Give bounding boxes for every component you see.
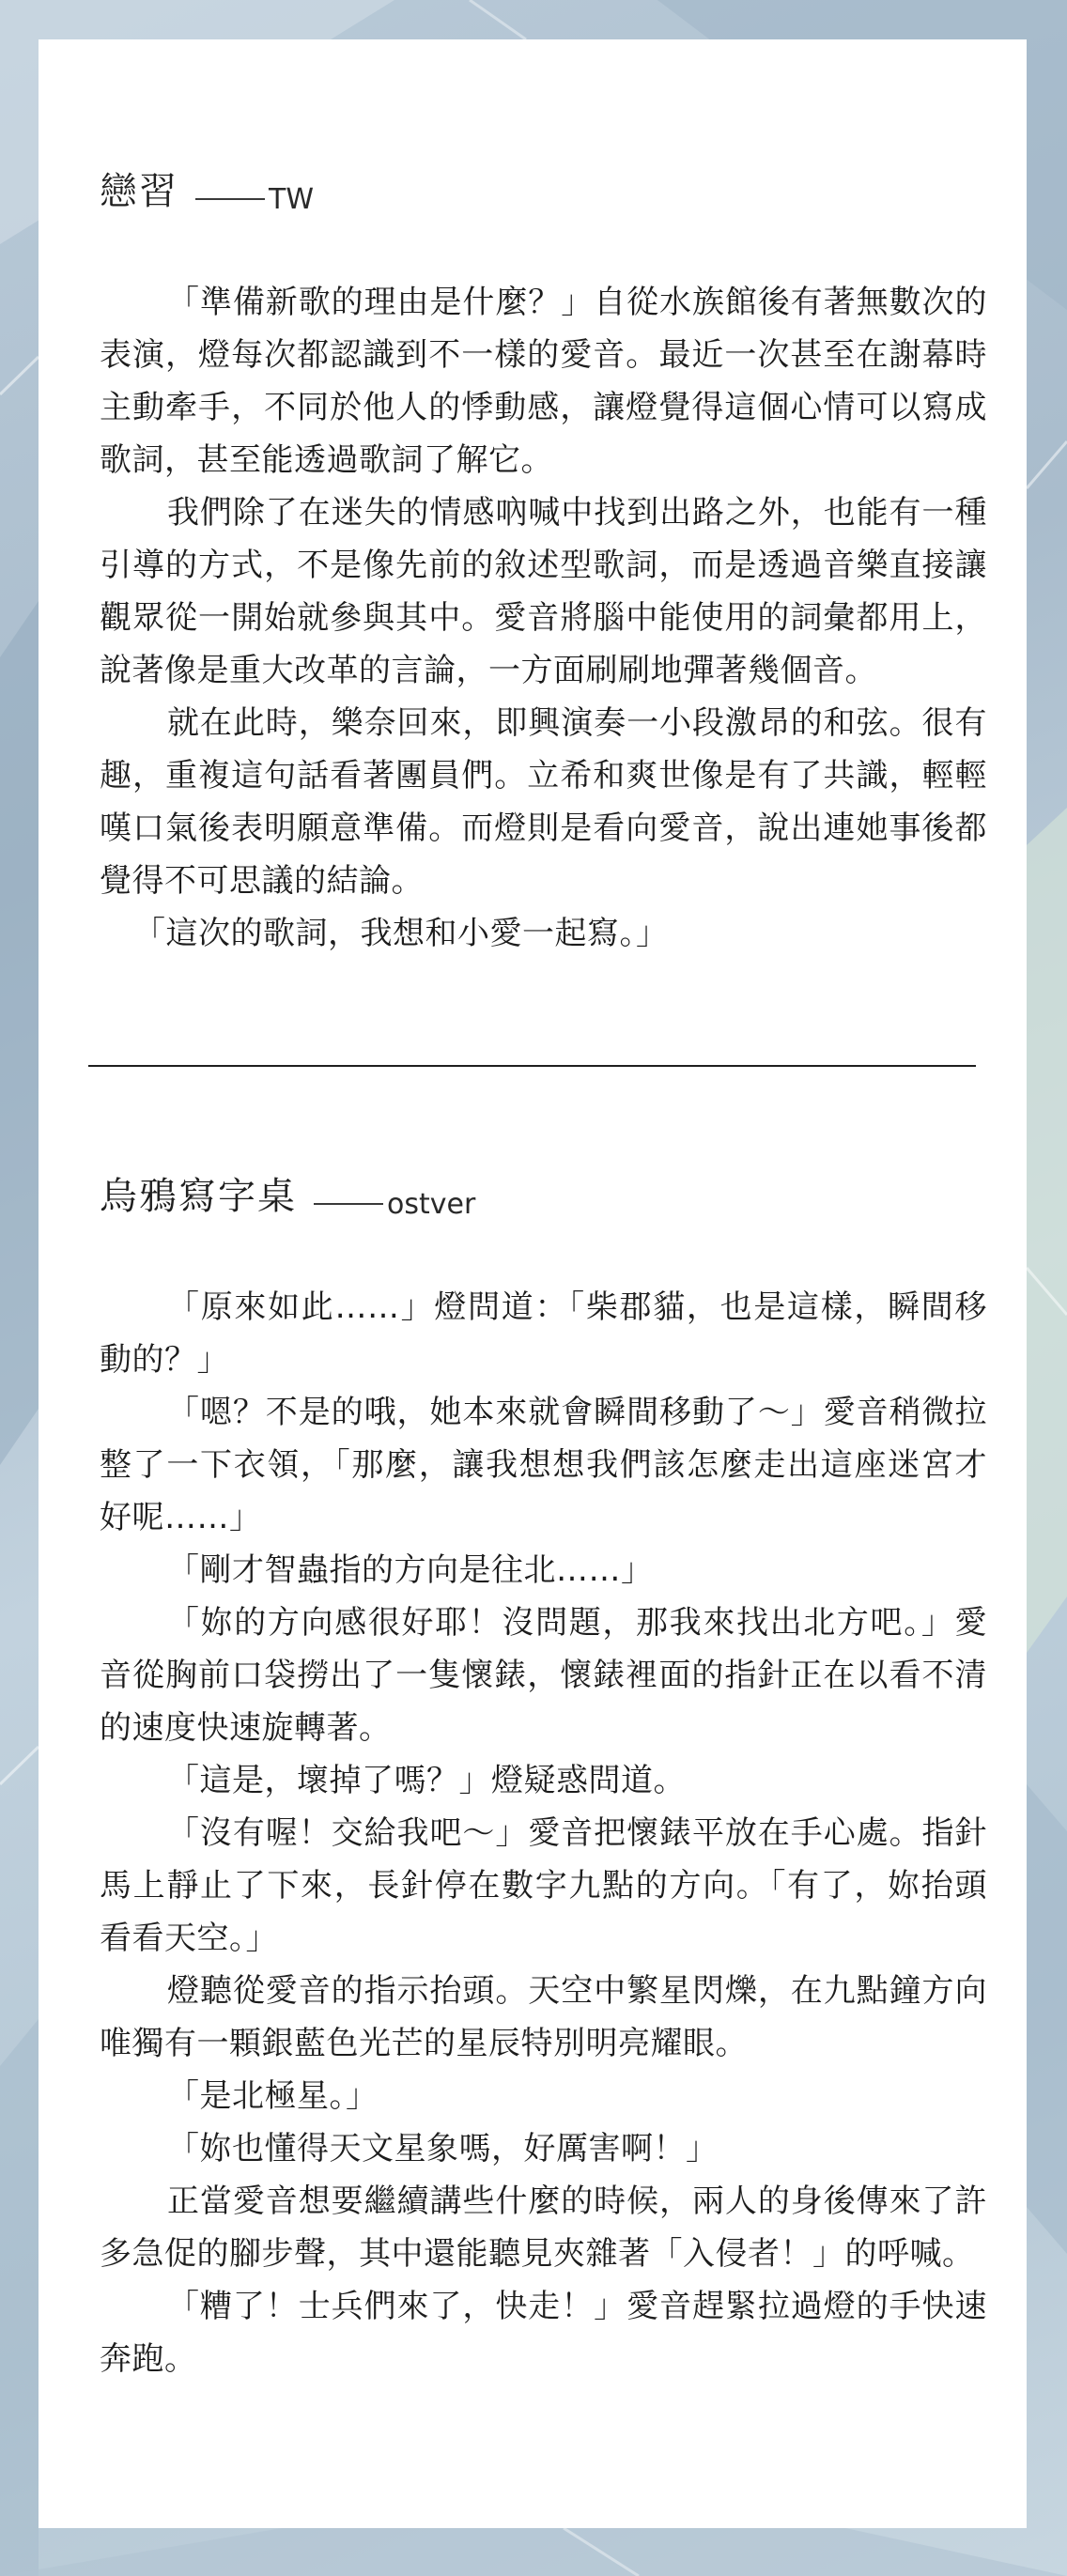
story-1-author: TW	[269, 182, 314, 216]
story-2-title: 烏鴉寫字桌	[100, 1175, 297, 1218]
story-1-paragraph: 我們除了在迷失的情感吶喊中找到出路之外，也能有一種引導的方式，不是像先前的敘述型歌詞，而是透過音樂直接讓觀眾從一開始就參與其中。愛音將腦中能使用的詞彙都用上，說著像是重大改革的言論，一方面刷刷地彈著幾個音。	[100, 493, 987, 689]
story-2-paragraph: 「妳的方向感很好耶！沒問題，那我來找出北方吧。」愛音從胸前口袋撈出了一隻懷錶，懷錶裡面的指針正在以看不清的速度快速旋轉著。	[100, 1603, 987, 1747]
story-1-author-credit	[195, 183, 314, 216]
story-2-author-credit	[314, 1188, 475, 1221]
story-1-header	[100, 162, 987, 220]
story-2-paragraph: 「剛才智蟲指的方向是往北……」	[167, 1550, 654, 1589]
story-2-paragraph: 「嗯？不是的哦，她本來就會瞬間移動了～」愛音稍微拉整了一下衣領，「那麼，讓我想想我們該怎麼走出這座迷宮才好呢……」	[100, 1393, 987, 1536]
story-2-author: ostver	[387, 1187, 476, 1221]
story-1-paragraph: 「準備新歌的理由是什麼？」自從水族館後有著無數次的表演，燈每次都認識到不一樣的愛音。最近一次甚至在謝幕時主動牽手，不同於他人的悸動感，讓燈覺得這個心情可以寫成歌詞，甚至能透過歌詞了解它。	[100, 283, 987, 479]
story-2-paragraph: 「糟了！士兵們來了，快走！」愛音趕緊拉過燈的手快速奔跑。	[100, 2287, 987, 2378]
story-2-paragraph: 「沒有喔！交給我吧～」愛音把懷錶平放在手心處。指針馬上靜止了下來，長針停在數字九點的方向。「有了，妳抬頭看看天空。」	[100, 1813, 987, 1957]
story-2	[100, 1166, 987, 2385]
story-2-paragraph: 「這是，壞掉了嗎？」燈疑惑問道。	[167, 1761, 686, 1799]
story-2-paragraph: 燈聽從愛音的指示抬頭。天空中繁星閃爍，在九點鐘方向唯獨有一顆銀藍色光芒的星辰特別明亮耀眼。	[100, 1971, 987, 2062]
story-2-paragraph: 「原來如此……」燈問道：「柴郡貓，也是這樣，瞬間移動的？」	[100, 1288, 987, 1379]
story-1-paragraph: 「這次的歌詞，我想和小愛一起寫。」	[133, 914, 669, 952]
author-dash	[314, 1203, 383, 1205]
story-2-paragraph: 正當愛音想要繼續講些什麼的時候，兩人的身後傳來了許多急促的腳步聲，其中還能聽見夾雜著「入侵者！」的呼喊。	[100, 2182, 987, 2273]
story-1-paragraph: 就在此時，樂奈回來，即興演奏一小段激昂的和弦。很有趣，重複這句話看著團員們。立希和爽世像是有了共識，輕輕嘆口氣後表明願意準備。而燈則是看向愛音，說出連她事後都覺得不可思議的結論。	[100, 703, 987, 900]
story-2-paragraph: 「妳也懂得天文星象嗎，好厲害啊！」	[167, 2129, 719, 2167]
section-divider	[88, 1065, 976, 1067]
story-2-header	[100, 1166, 987, 1225]
article-page	[39, 39, 1027, 2528]
story-1	[100, 162, 987, 960]
story-2-paragraph: 「是北極星。」	[167, 2076, 379, 2115]
author-dash	[195, 198, 265, 200]
story-1-title: 戀習	[100, 170, 178, 213]
